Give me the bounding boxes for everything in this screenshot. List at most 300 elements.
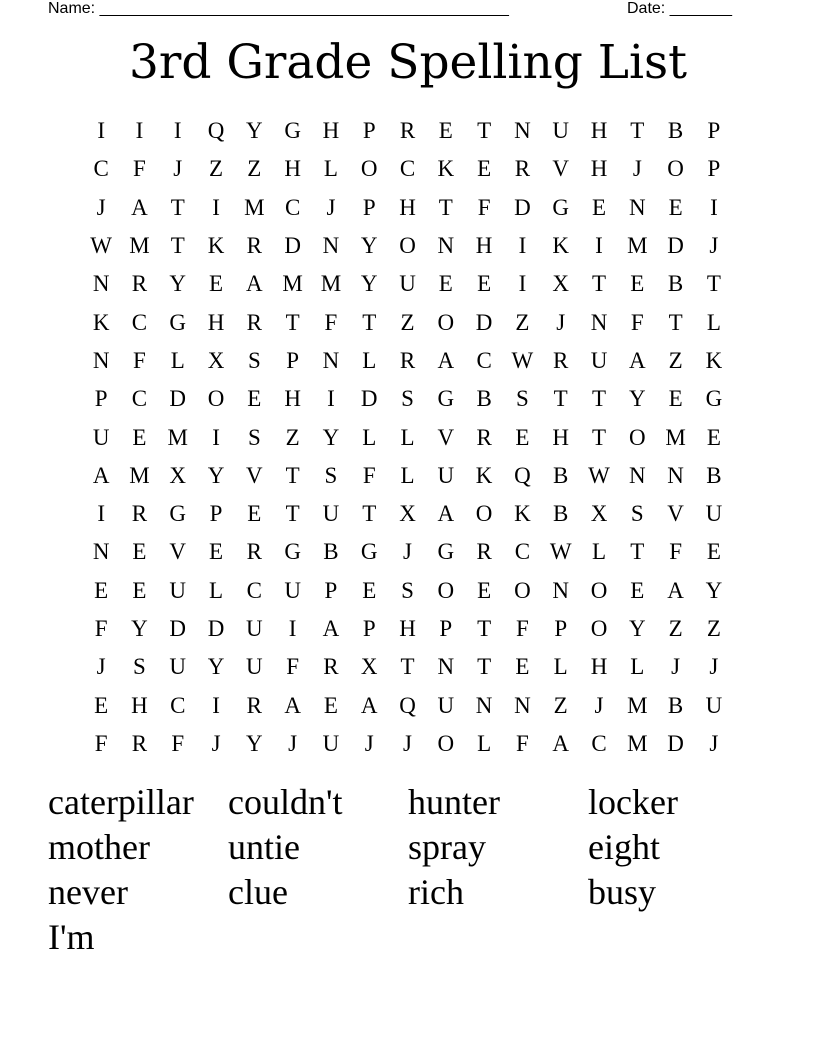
grid-cell: E xyxy=(668,194,683,220)
grid-cell: P xyxy=(707,156,721,182)
grid-cell: J xyxy=(364,730,374,756)
word-list-item: caterpillar xyxy=(48,782,194,822)
grid-cell: P xyxy=(707,118,721,144)
grid-cell: M xyxy=(665,424,686,450)
grid-cell: F xyxy=(516,730,529,756)
grid-cell: H xyxy=(590,118,608,144)
word-search-grid xyxy=(82,112,733,763)
grid-cell: K xyxy=(92,309,110,335)
grid-cell: V xyxy=(437,424,455,450)
grid-cell: I xyxy=(212,194,220,220)
grid-cell: M xyxy=(627,730,648,756)
grid-cell: T xyxy=(285,309,300,335)
word-list xyxy=(48,780,768,960)
grid-cell: T xyxy=(362,309,377,335)
grid-cell: Z xyxy=(209,156,224,182)
grid-cell: N xyxy=(322,347,340,373)
grid-cell: F xyxy=(324,309,338,335)
grid-cell: D xyxy=(514,194,531,220)
grid-cell: G xyxy=(284,118,301,144)
grid-cell: T xyxy=(285,462,300,488)
grid-cell: K xyxy=(437,156,455,182)
grid-cell: E xyxy=(630,577,645,603)
grid-cell: J xyxy=(556,309,566,335)
grid-cell: L xyxy=(323,156,338,182)
grid-cell: Q xyxy=(207,118,225,144)
grid-cell: S xyxy=(401,577,414,603)
grid-cell: L xyxy=(362,424,377,450)
grid-cell: E xyxy=(132,577,147,603)
grid-cell: U xyxy=(705,692,723,718)
grid-cell: E xyxy=(132,424,147,450)
grid-cell: R xyxy=(323,654,339,680)
grid-cell: C xyxy=(514,539,531,565)
grid-cell: J xyxy=(96,654,106,680)
grid-cell: O xyxy=(475,501,493,527)
grid-cell: Q xyxy=(514,462,531,488)
grid-cell: P xyxy=(209,501,223,527)
grid-cell: Y xyxy=(360,233,378,259)
grid-cell: E xyxy=(706,539,721,565)
word-list-item: couldn't xyxy=(228,782,343,822)
grid-cell: C xyxy=(93,156,109,182)
worksheet-header xyxy=(0,0,816,20)
grid-cell: I xyxy=(212,692,220,718)
grid-cell: R xyxy=(514,156,531,182)
grid-cell: H xyxy=(284,386,301,412)
word-list-item: untie xyxy=(228,827,300,867)
grid-cell: V xyxy=(552,156,570,182)
grid-cell: Z xyxy=(247,156,262,182)
grid-cell: Y xyxy=(360,271,378,297)
grid-cell: Y xyxy=(207,462,225,488)
grid-cell: U xyxy=(322,730,340,756)
grid-cell: B xyxy=(323,539,339,565)
grid-cell: N xyxy=(514,118,531,144)
grid-cell: D xyxy=(169,386,187,412)
grid-cell: N xyxy=(628,194,646,220)
grid-cell: T xyxy=(630,118,645,144)
grid-cell: T xyxy=(170,194,185,220)
grid-cell: M xyxy=(129,462,150,488)
grid-cell: F xyxy=(477,194,491,220)
word-list-item: busy xyxy=(588,872,657,912)
word-list-item: eight xyxy=(588,827,660,867)
word-list-item: hunter xyxy=(408,782,500,822)
grid-cell: Z xyxy=(668,347,683,373)
grid-cell: U xyxy=(437,692,455,718)
grid-cell: X xyxy=(360,654,378,680)
grid-cell: X xyxy=(590,501,608,527)
grid-cell: A xyxy=(284,692,301,718)
grid-cell: E xyxy=(515,424,530,450)
grid-cell: G xyxy=(169,501,187,527)
grid-cell: P xyxy=(94,386,108,412)
grid-cell: W xyxy=(549,539,572,565)
grid-cell: K xyxy=(514,501,531,527)
grid-cell: I xyxy=(327,386,335,412)
grid-cell: L xyxy=(400,462,415,488)
grid-cell: A xyxy=(360,692,378,718)
grid-cell: R xyxy=(131,730,148,756)
word-list-item: I'm xyxy=(48,917,95,957)
grid-cell: E xyxy=(247,386,262,412)
grid-cell: S xyxy=(324,462,338,488)
grid-cell: Y xyxy=(705,577,723,603)
grid-cell: O xyxy=(437,577,455,603)
grid-cell: I xyxy=(518,233,527,259)
grid-cell: B xyxy=(667,271,684,297)
word-list-item: rich xyxy=(408,872,464,912)
grid-cell: F xyxy=(133,347,146,373)
grid-cell: X xyxy=(552,271,570,297)
grid-cell: U xyxy=(284,577,301,603)
grid-cell: E xyxy=(668,386,683,412)
word-list-item: spray xyxy=(408,827,486,867)
grid-cell: Y xyxy=(169,271,187,297)
grid-cell: M xyxy=(129,233,150,259)
word-list-item: clue xyxy=(228,872,288,912)
grid-cell: A xyxy=(437,347,455,373)
grid-cell: E xyxy=(94,577,109,603)
grid-cell: O xyxy=(360,156,378,182)
grid-cell: Z xyxy=(668,616,683,641)
grid-cell: N xyxy=(92,347,110,373)
grid-cell: U xyxy=(399,271,416,297)
grid-cell: E xyxy=(323,692,338,718)
grid-cell: Y xyxy=(322,424,340,450)
grid-cell: R xyxy=(476,539,492,565)
grid-cell: L xyxy=(630,654,645,680)
grid-cell: W xyxy=(90,233,112,259)
word-list-item: never xyxy=(48,872,128,912)
grid-cell: O xyxy=(514,577,531,603)
grid-cell: Z xyxy=(553,692,568,718)
grid-cell: L xyxy=(477,730,492,756)
grid-cell: E xyxy=(209,271,224,297)
grid-cell: E xyxy=(591,194,607,220)
grid-cell: L xyxy=(209,577,224,603)
grid-cell: N xyxy=(667,462,684,488)
grid-cell: T xyxy=(553,386,568,412)
grid-cell: I xyxy=(212,424,220,450)
grid-cell: U xyxy=(322,501,340,527)
grid-cell: H xyxy=(131,692,148,718)
grid-cell: F xyxy=(516,616,529,641)
grid-cell: I xyxy=(595,233,603,259)
grid-cell: O xyxy=(628,424,646,450)
grid-cell: H xyxy=(590,654,608,680)
grid-cell: H xyxy=(322,118,340,144)
grid-cell: O xyxy=(437,730,455,756)
grid-cell: F xyxy=(362,462,376,488)
grid-cell: Y xyxy=(207,654,225,680)
grid-cell: N xyxy=(552,577,570,603)
grid-cell: W xyxy=(588,462,610,488)
grid-cell: G xyxy=(437,386,455,412)
grid-cell: T xyxy=(668,309,683,335)
grid-cell: O xyxy=(437,309,455,335)
grid-cell: C xyxy=(131,386,148,412)
grid-cell: J xyxy=(671,654,681,680)
grid-cell: I xyxy=(135,118,144,144)
grid-cell: N xyxy=(437,654,455,680)
grid-cell: T xyxy=(630,539,645,565)
grid-cell: I xyxy=(97,501,105,527)
grid-cell: M xyxy=(627,692,648,718)
grid-cell: B xyxy=(476,386,492,412)
word-list-item: mother xyxy=(48,827,150,867)
grid-cell: K xyxy=(552,233,570,259)
grid-cell: D xyxy=(284,233,301,259)
grid-cell: J xyxy=(709,654,719,680)
grid-cell: C xyxy=(476,347,492,373)
grid-cell: N xyxy=(590,309,608,335)
grid-cell: D xyxy=(169,616,187,641)
grid-cell: A xyxy=(322,616,340,641)
grid-cell: J xyxy=(96,194,106,220)
grid-cell: L xyxy=(591,539,607,565)
grid-cell: Y xyxy=(628,616,646,641)
grid-cell: N xyxy=(92,539,110,565)
grid-cell: H xyxy=(284,156,301,182)
grid-cell: R xyxy=(131,501,148,527)
grid-cell: B xyxy=(706,462,722,488)
grid-cell: A xyxy=(131,194,148,220)
grid-cell: T xyxy=(400,654,415,680)
grid-cell: U xyxy=(246,654,263,680)
grid-cell: J xyxy=(709,730,719,756)
grid-cell: C xyxy=(399,156,416,182)
grid-cell: T xyxy=(438,194,453,220)
grid-cell: D xyxy=(667,730,684,756)
grid-cell: P xyxy=(362,194,376,220)
grid-cell: H xyxy=(399,616,416,641)
grid-cell: N xyxy=(628,462,646,488)
grid-cell: E xyxy=(94,692,109,718)
grid-cell: V xyxy=(169,539,187,565)
grid-cell: T xyxy=(170,233,185,259)
grid-cell: P xyxy=(324,577,338,603)
grid-cell: R xyxy=(476,424,492,450)
grid-cell: T xyxy=(477,118,492,144)
grid-cell: S xyxy=(401,386,414,412)
grid-cell: X xyxy=(207,347,225,373)
grid-cell: L xyxy=(170,347,185,373)
grid-cell: A xyxy=(667,577,684,603)
page-title: 3rd Grade Spelling List xyxy=(128,35,687,90)
grid-cell: R xyxy=(399,347,416,373)
grid-cell: P xyxy=(286,347,300,373)
grid-cell: X xyxy=(399,501,416,527)
grid-cell: L xyxy=(362,347,377,373)
grid-cell: J xyxy=(709,233,719,259)
grid-cell: R xyxy=(131,271,148,297)
grid-cell: Q xyxy=(399,692,416,718)
grid-cell: O xyxy=(590,616,608,641)
grid-cell: T xyxy=(362,501,377,527)
grid-cell: Y xyxy=(131,616,148,641)
grid-cell: J xyxy=(326,194,336,220)
grid-cell: E xyxy=(477,271,492,297)
grid-cell: J xyxy=(594,692,604,718)
grid-cell: E xyxy=(515,654,530,680)
grid-cell: U xyxy=(705,501,723,527)
grid-cell: G xyxy=(360,539,378,565)
grid-cell: A xyxy=(437,501,455,527)
grid-cell: I xyxy=(97,118,105,144)
grid-cell: N xyxy=(514,692,531,718)
grid-cell: A xyxy=(552,730,570,756)
grid-cell: S xyxy=(247,424,261,450)
grid-cell: G xyxy=(437,539,455,565)
grid-cell: I xyxy=(173,118,182,144)
word-list-item: locker xyxy=(588,782,678,822)
grid-cell: H xyxy=(475,233,493,259)
grid-cell: H xyxy=(399,194,416,220)
grid-cell: P xyxy=(362,118,376,144)
grid-cell: M xyxy=(167,424,188,450)
grid-cell: S xyxy=(133,654,146,680)
grid-cell: E xyxy=(438,271,453,297)
grid-cell: E xyxy=(630,271,645,297)
grid-cell: F xyxy=(669,539,682,565)
grid-cell: R xyxy=(399,118,416,144)
grid-cell: J xyxy=(403,730,412,756)
grid-cell: A xyxy=(628,347,646,373)
grid-cell: C xyxy=(246,577,262,603)
grid-cell: G xyxy=(169,309,187,335)
grid-cell: O xyxy=(399,233,416,259)
grid-cell: L xyxy=(706,309,721,335)
grid-cell: E xyxy=(477,156,492,182)
grid-cell: M xyxy=(244,194,265,220)
grid-cell: E xyxy=(438,118,453,144)
grid-cell: H xyxy=(207,309,225,335)
grid-cell: G xyxy=(552,194,570,220)
grid-cell: U xyxy=(169,654,187,680)
grid-cell: R xyxy=(246,309,262,335)
grid-cell: Y xyxy=(246,730,263,756)
grid-cell: Z xyxy=(515,309,530,335)
grid-cell: J xyxy=(173,156,183,182)
grid-cell: F xyxy=(94,616,108,641)
grid-cell: P xyxy=(362,616,376,641)
grid-cell: F xyxy=(630,309,644,335)
grid-cell: B xyxy=(667,692,684,718)
grid-cell: P xyxy=(439,616,453,641)
grid-cell: Y xyxy=(246,118,263,144)
grid-cell: U xyxy=(590,347,608,373)
grid-cell: S xyxy=(630,501,644,527)
grid-cell: P xyxy=(554,616,568,641)
grid-cell: T xyxy=(591,271,607,297)
grid-cell: K xyxy=(207,233,225,259)
grid-cell: R xyxy=(246,539,262,565)
grid-cell: U xyxy=(437,462,455,488)
grid-cell: T xyxy=(591,424,607,450)
grid-cell: A xyxy=(246,271,263,297)
grid-cell: N xyxy=(322,233,340,259)
grid-cell: N xyxy=(437,233,455,259)
grid-cell: J xyxy=(211,730,221,756)
grid-cell: L xyxy=(553,654,568,680)
grid-cell: B xyxy=(553,462,569,488)
grid-cell: R xyxy=(246,233,262,259)
grid-cell: D xyxy=(667,233,684,259)
grid-cell: M xyxy=(627,233,648,259)
grid-cell: R xyxy=(246,692,262,718)
grid-cell: Z xyxy=(285,424,300,450)
grid-cell: T xyxy=(591,386,607,412)
grid-cell: U xyxy=(246,616,263,641)
grid-cell: T xyxy=(477,616,492,641)
grid-cell: F xyxy=(94,730,108,756)
grid-cell: F xyxy=(133,156,146,182)
date-field-label: Date: _______ xyxy=(627,0,732,17)
grid-cell: Z xyxy=(706,616,721,641)
grid-cell: G xyxy=(284,539,301,565)
grid-cell: X xyxy=(169,462,187,488)
grid-cell: N xyxy=(475,692,493,718)
grid-cell: S xyxy=(247,347,261,373)
grid-cell: W xyxy=(511,347,534,373)
grid-cell: S xyxy=(516,386,529,412)
grid-cell: J xyxy=(632,156,642,182)
grid-cell: K xyxy=(705,347,723,373)
grid-cell: E xyxy=(706,424,721,450)
grid-cell: K xyxy=(475,462,493,488)
grid-cell: C xyxy=(591,730,607,756)
grid-cell: J xyxy=(288,730,298,756)
grid-cell: E xyxy=(247,501,262,527)
grid-cell: G xyxy=(705,386,723,412)
grid-cell: B xyxy=(667,118,684,144)
name-field-label: Name: ______________________________________________ xyxy=(48,0,509,17)
grid-cell: V xyxy=(246,462,263,488)
grid-cell: D xyxy=(475,309,493,335)
grid-cell: M xyxy=(320,271,342,297)
grid-cell: H xyxy=(552,424,570,450)
grid-cell: U xyxy=(552,118,570,144)
grid-cell: T xyxy=(706,271,721,297)
grid-cell: A xyxy=(92,462,110,488)
grid-cell: I xyxy=(288,616,297,641)
grid-cell: I xyxy=(518,271,527,297)
grid-cell: O xyxy=(207,386,225,412)
grid-cell: C xyxy=(170,692,186,718)
grid-cell: J xyxy=(403,539,412,565)
grid-cell: T xyxy=(477,654,492,680)
grid-cell: D xyxy=(207,616,225,641)
grid-cell: H xyxy=(590,156,608,182)
grid-cell: E xyxy=(477,577,492,603)
grid-cell: F xyxy=(286,654,300,680)
grid-cell: U xyxy=(92,424,110,450)
grid-cell: C xyxy=(131,309,148,335)
grid-cell: N xyxy=(92,271,110,297)
grid-cell: R xyxy=(553,347,569,373)
grid-cell: T xyxy=(285,501,300,527)
grid-cell: I xyxy=(710,194,718,220)
grid-cell: E xyxy=(209,539,224,565)
grid-cell: E xyxy=(362,577,377,603)
grid-cell: F xyxy=(171,730,185,756)
grid-cell: O xyxy=(667,156,684,182)
grid-cell: V xyxy=(667,501,684,527)
grid-cell: B xyxy=(553,501,569,527)
grid-cell: D xyxy=(360,386,378,412)
